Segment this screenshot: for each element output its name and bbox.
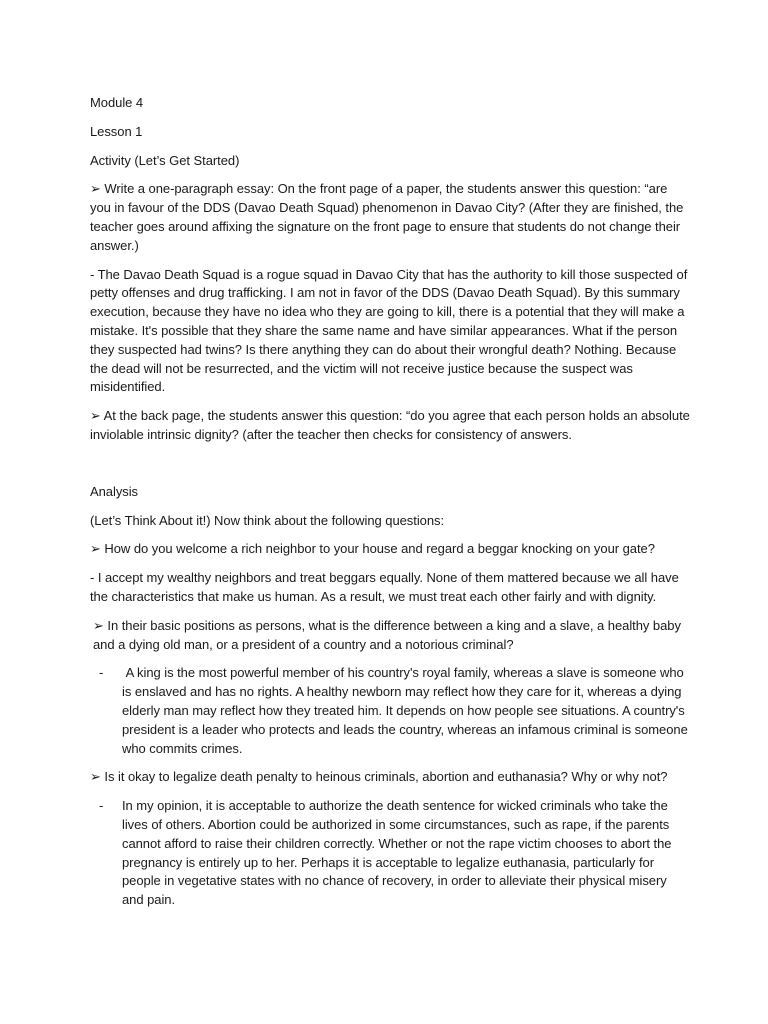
analysis-intro: (Let’s Think About it!) Now think about the following questions: (90, 512, 445, 528)
activity-question-1: ➢ Write a one-paragraph essay: On the front page of a paper, the students answer this question: “are you in favour of the DDS (Davao Death Squad) phenomenon in Davao City? (After they are finished, the teacher goes around affixing the signature on the front page to ensure that students do not change their answer.) (90, 181, 684, 253)
analysis-heading: Analysis (90, 483, 139, 499)
analysis-question-1: ➢ How do you welcome a rich neighbor to your house and regard a beggar knocking on your gate? (90, 541, 655, 557)
activity-question-2: ➢ At the back page, the students answer this question: “do you agree that each person holds an absolute inviolable intrinsic dignity? (after the teacher then checks for consistency of answers. (90, 408, 690, 442)
list-item (90, 664, 690, 758)
analysis-question-3: ➢ Is it okay to legalize death penalty to heinous criminals, abortion and euthanasia? Why or why not? (90, 769, 668, 785)
list-dash: - (99, 665, 104, 681)
module-heading: Module 4 (90, 95, 144, 110)
analysis-answer-1: - I accept my wealthy neighbors and treat beggars equally. None of them mattered because we all have the characteristics that make us human. As a result, we must treat each other fairly and with dignity. (90, 570, 679, 604)
analysis-answer-3-list (90, 797, 690, 910)
activity-heading: Activity (Let’s Get Started) (90, 152, 240, 168)
document-page (90, 94, 690, 920)
list-dash: - (99, 798, 104, 814)
analysis-answer-2-list (90, 664, 690, 758)
analysis-answer-3: In my opinion, it is acceptable to authorize the death sentence for wicked criminals who take the lives of others. Abortion could be authorized in some circumstances, such as rape, if the parents cannot afford to raise their children correctly. Whether or not the rape victim chooses to abort the pregnancy is entirely up to her. Perhaps it is acceptable to legalize euthanasia, particularly for people in vegetative states with no chance of recovery, in order to alleviate their physical misery and pain. (122, 798, 672, 908)
analysis-answer-2: A king is the most powerful member of his country's royal family, whereas a slave is someone who is enslaved and has no rights. A healthy newborn may reflect how they care for it, whereas a dying elderly man may reflect how they treated him. It depends on how people see situations. A country's president is a leader who protects and leads the country, whereas an infamous criminal is someone who commits crimes. (122, 665, 688, 756)
list-item (90, 797, 690, 910)
activity-answer-1: - The Davao Death Squad is a rogue squad in Davao City that has the authority to kill those suspected of petty offenses and drug trafficking. I am not in favor of the DDS (Davao Death Squad). By this summary execution, because they have no idea who they are going to kill, there is a potential that they will make a mistake. It's possible that they share the same name and have similar appearances. What if the person they suspected had twins? Is there anything they can do about their wrongful death? Nothing. Because the dead will not be resurrected, and the victim will not receive justice because the suspect was misidentified. (90, 266, 688, 395)
lesson-heading: Lesson 1 (90, 123, 143, 139)
analysis-question-2: ➢ In their basic positions as persons, what is the difference between a king and a slave, a healthy baby and a dying old man, or a president of a country and a notorious criminal? (93, 617, 681, 652)
